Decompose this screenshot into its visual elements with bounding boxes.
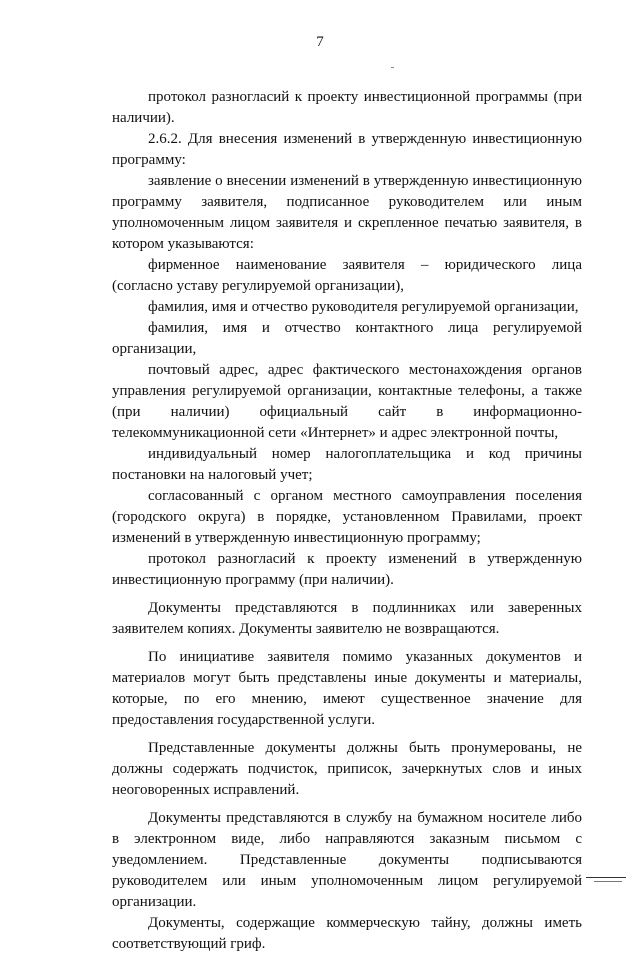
paragraph: согласованный с органом местного самоуправления поселения (городского округа) в порядке, установленном Правилами, проект изменений в утвержденную инвестиционную программу; xyxy=(112,488,582,546)
scan-artifact xyxy=(391,67,394,68)
paragraph-list-item: фамилия, имя и отчество контактного лица регулируемой организации, xyxy=(112,320,582,357)
footer-line xyxy=(586,877,626,878)
document-body xyxy=(112,87,582,955)
footer-line xyxy=(594,881,622,882)
paragraph-list-item: фамилия, имя и отчество руководителя регулируемой организации, xyxy=(148,299,579,315)
paragraph: Документы представляются в службу на бумажном носителе либо в электронном виде, либо направляются заказным письмом с уведомлением. Представленные документы подписываются руководителем или иным уполномоченным лицом регулируемой организации. xyxy=(112,810,582,910)
paragraph: протокол разногласий к проекту изменений в утвержденную инвестиционную программу (при наличии). xyxy=(112,551,582,588)
paragraph-section-heading: 2.6.2. Для внесения изменений в утвержденную инвестиционную программу: xyxy=(112,131,582,168)
page-number: 7 xyxy=(316,34,324,50)
paragraph-list-item: фирменное наименование заявителя – юридического лица (согласно уставу регулируемой организации), xyxy=(112,257,582,294)
paragraph: протокол разногласий к проекту инвестиционной программы (при наличии). xyxy=(112,89,582,126)
paragraph: Документы, содержащие коммерческую тайну, должны иметь соответствующий гриф. xyxy=(112,915,582,952)
paragraph: Документы представляются в подлинниках или заверенных заявителем копиях. Документы заявителю не возвращаются. xyxy=(112,600,582,637)
paragraph: По инициативе заявителя помимо указанных документов и материалов могут быть представлены иные документы и материалы, которые, по его мнению, имеют существенное значение для предоставления государственной услуги. xyxy=(112,649,582,728)
paragraph-list-item: почтовый адрес, адрес фактического местонахождения органов управления регулируемой организации, контактные телефоны, а также (при наличии) официальный сайт в информационно-телекоммуникационной сети «Интернет» и адрес электронной почты, xyxy=(112,362,582,441)
paragraph: заявление о внесении изменений в утвержденную инвестиционную программу заявителя, подписанное руководителем или иным уполномоченным лицом заявителя и скрепленное печатью заявителя, в котором указываются: xyxy=(112,173,582,252)
paragraph-list-item: индивидуальный номер налогоплательщика и код причины постановки на налоговый учет; xyxy=(112,446,582,483)
paragraph: Представленные документы должны быть пронумерованы, не должны содержать подчисток, приписок, зачеркнутых слов и иных неоговоренных исправлений. xyxy=(112,740,582,798)
